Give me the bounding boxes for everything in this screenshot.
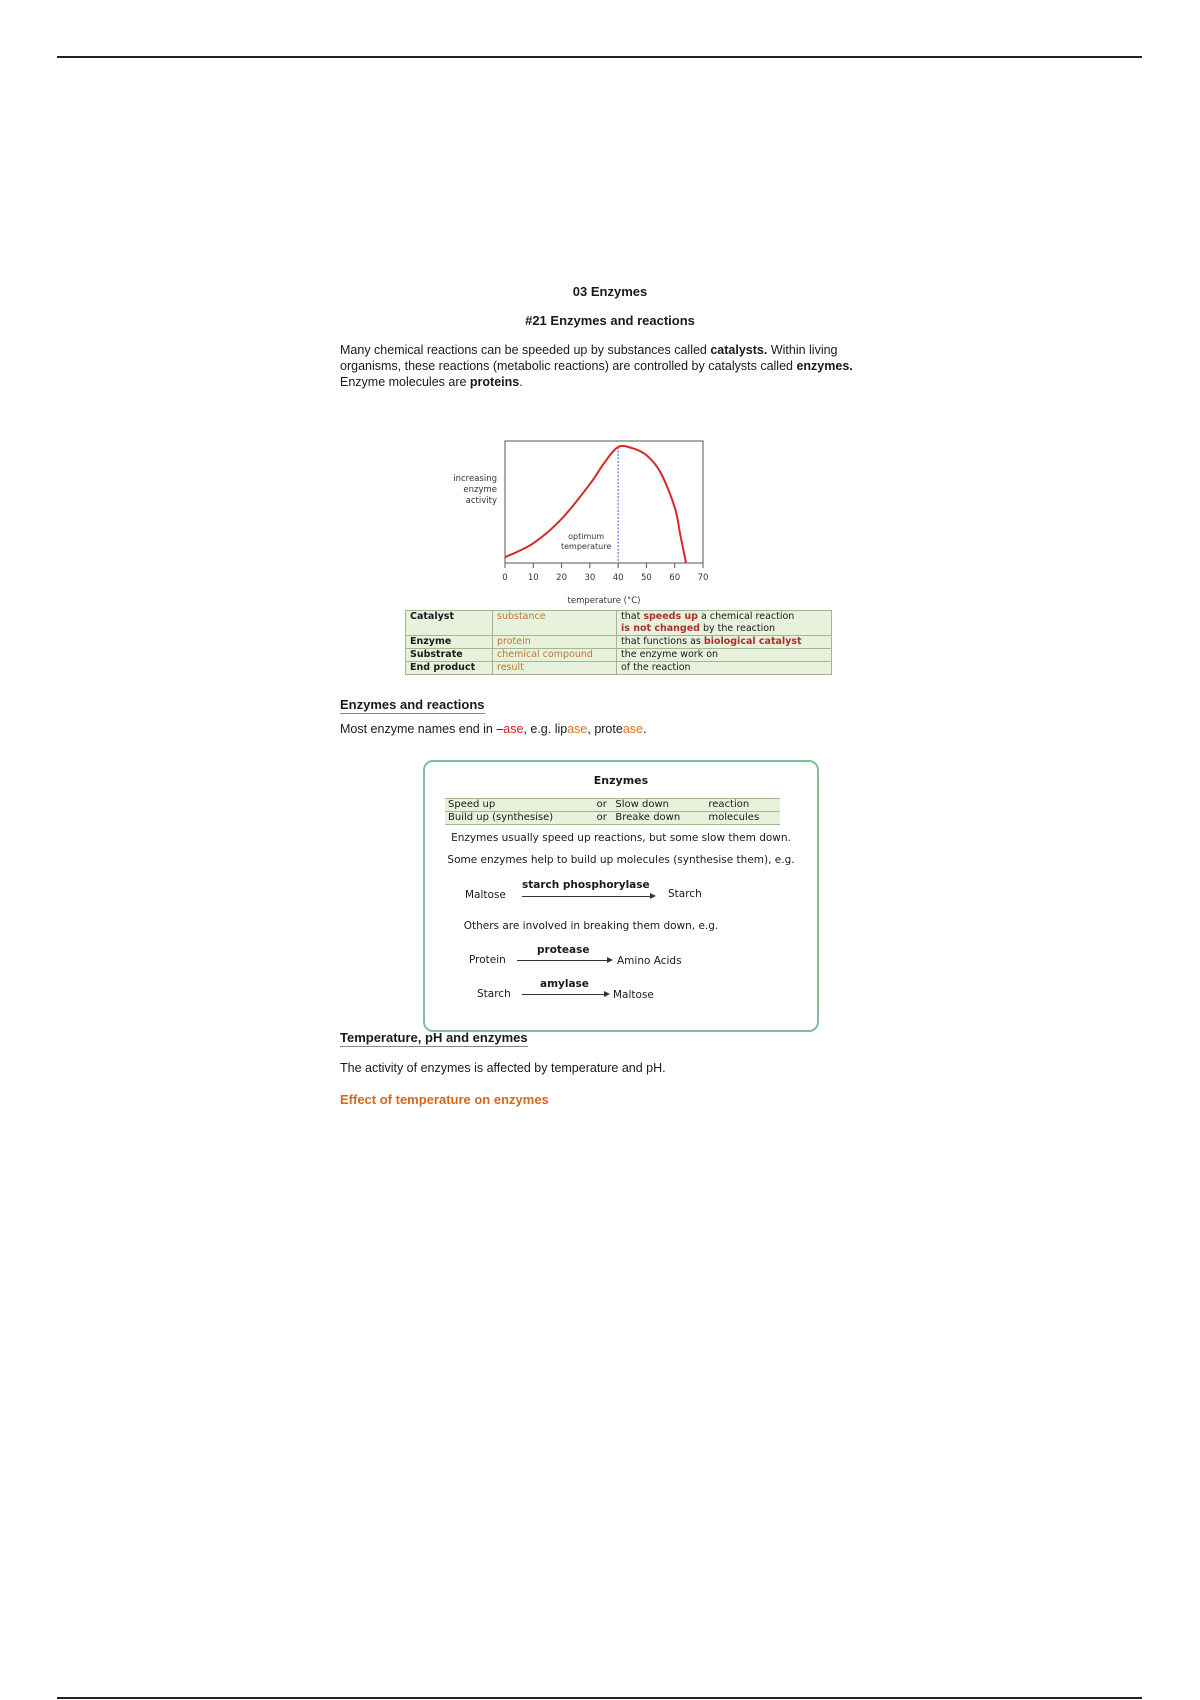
suffix-ase-red: ase <box>503 722 524 736</box>
enzyme-activity-graph <box>435 435 735 610</box>
y-axis-label-line-3: activity <box>465 496 497 506</box>
enzyme-activity-chart <box>435 435 735 610</box>
enzymes-reactions-heading: Enzymes and reactions <box>340 697 485 712</box>
x-tick-label: 60 <box>669 573 681 583</box>
definition-kind: protein <box>493 636 617 649</box>
definition-description <box>617 662 832 675</box>
names-text-d: . <box>642 722 647 736</box>
speed-build-cell: Breake down <box>612 812 705 825</box>
description-text: a chemical reaction <box>697 611 795 622</box>
reaction3-enzyme: amylase <box>540 978 589 990</box>
highlight-text: is not changed <box>621 623 700 634</box>
enzymes-box-title: Enzymes <box>593 774 649 787</box>
names-text-a: Most enzyme names end in – <box>340 722 504 736</box>
optimum-label-line-2: temperature <box>560 542 612 551</box>
reaction1-to: Starch <box>668 888 702 900</box>
speed-build-cell: Speed up <box>445 799 591 812</box>
speed-build-table <box>445 798 780 825</box>
enzymes-info-box <box>423 760 819 1032</box>
definition-row <box>406 649 832 662</box>
definition-term: End product <box>406 662 493 675</box>
intro-bold-proteins: proteins <box>469 375 520 389</box>
enzyme-names-text <box>340 721 885 737</box>
reaction2-arrow <box>517 960 611 961</box>
y-axis-label-line-1: increasing <box>453 474 497 484</box>
intro-text-2: Within living organisms, these reactions (metabolic reactions) are controlled by catalysts called <box>340 343 838 373</box>
highlight-text: speeds up <box>643 611 698 622</box>
reaction1-enzyme: starch phosphorylase <box>522 879 650 891</box>
definition-kind: result <box>493 662 617 675</box>
x-tick-label: 0 <box>502 573 508 583</box>
definition-term: Catalyst <box>406 611 493 636</box>
x-tick-label: 50 <box>641 573 652 583</box>
effect-of-temperature-heading: Effect of temperature on enzymes <box>340 1092 549 1107</box>
description-text: that <box>621 611 644 622</box>
section-title: #21 Enzymes and reactions <box>525 313 695 328</box>
speed-build-cell: or <box>591 812 612 825</box>
suffix-ase-protease: ase <box>622 722 643 736</box>
definition-term: Substrate <box>406 649 493 662</box>
speed-build-row <box>445 812 780 825</box>
speed-build-cell: Build up (synthesise) <box>445 812 591 825</box>
description-text: of the reaction <box>621 662 691 673</box>
speed-build-cell: reaction <box>705 799 780 812</box>
reaction1-from: Maltose <box>465 889 506 901</box>
reaction3-to: Maltose <box>613 989 654 1001</box>
description-text: that functions as <box>621 636 704 647</box>
intro-text-1: Many chemical reactions can be speeded up by substances called <box>340 343 711 357</box>
x-tick-label: 20 <box>556 573 567 583</box>
definition-row <box>406 662 832 675</box>
optimum-label-line-1: optimum <box>568 532 605 541</box>
highlight-text: biological catalyst <box>703 636 802 647</box>
description-text: the enzyme work on <box>621 649 719 660</box>
document-page <box>250 250 970 1200</box>
x-tick-label: 30 <box>584 573 596 583</box>
speed-build-row <box>445 799 780 812</box>
x-axis-label: temperature (°C) <box>567 596 641 606</box>
reaction2-enzyme: protease <box>537 944 590 956</box>
y-axis-label-line-2: enzyme <box>463 485 497 495</box>
reaction3-arrow <box>522 994 608 995</box>
speed-build-cell: molecules <box>705 812 780 825</box>
reaction1-arrow <box>522 896 654 897</box>
box-line-3: Others are involved in breaking them down, e.g. <box>463 920 719 932</box>
definition-row <box>406 636 832 649</box>
temperature-ph-text: The activity of enzymes is affected by temperature and pH. <box>340 1061 666 1075</box>
intro-bold-catalysts: catalysts. <box>710 343 768 357</box>
definition-term: Enzyme <box>406 636 493 649</box>
intro-text-3: Enzyme molecules are <box>340 375 470 389</box>
intro-paragraph <box>340 342 885 390</box>
definition-row <box>406 611 832 636</box>
reaction2-from: Protein <box>469 954 506 966</box>
top-rule <box>57 56 1142 58</box>
names-text-c: , prote <box>587 722 623 736</box>
definition-description <box>617 649 832 662</box>
definition-description <box>617 611 832 636</box>
definition-description <box>617 636 832 649</box>
speed-build-cell: or <box>591 799 612 812</box>
bottom-rule <box>57 1697 1142 1699</box>
description-text: by the reaction <box>699 623 776 634</box>
page-title: 03 Enzymes <box>572 284 648 299</box>
intro-text-4: . <box>519 375 523 389</box>
suffix-ase-lipase: ase <box>567 722 588 736</box>
x-tick-label: 40 <box>612 573 624 583</box>
reaction3-from: Starch <box>477 988 511 1000</box>
box-line-1: Enzymes usually speed up reactions, but some slow them down. <box>451 832 791 844</box>
definitions-table <box>405 610 832 675</box>
definition-kind: substance <box>493 611 617 636</box>
x-tick-label: 10 <box>527 573 539 583</box>
definition-kind: chemical compound <box>493 649 617 662</box>
x-tick-label: 70 <box>697 573 709 583</box>
reaction2-to: Amino Acids <box>617 955 682 967</box>
box-line-2: Some enzymes help to build up molecules (synthesise them), e.g. <box>447 854 795 866</box>
temperature-ph-heading: Temperature, pH and enzymes <box>340 1030 528 1045</box>
speed-build-cell: Slow down <box>612 799 705 812</box>
intro-bold-enzymes: enzymes. <box>796 359 853 373</box>
names-text-b: , e.g. lip <box>523 722 568 736</box>
